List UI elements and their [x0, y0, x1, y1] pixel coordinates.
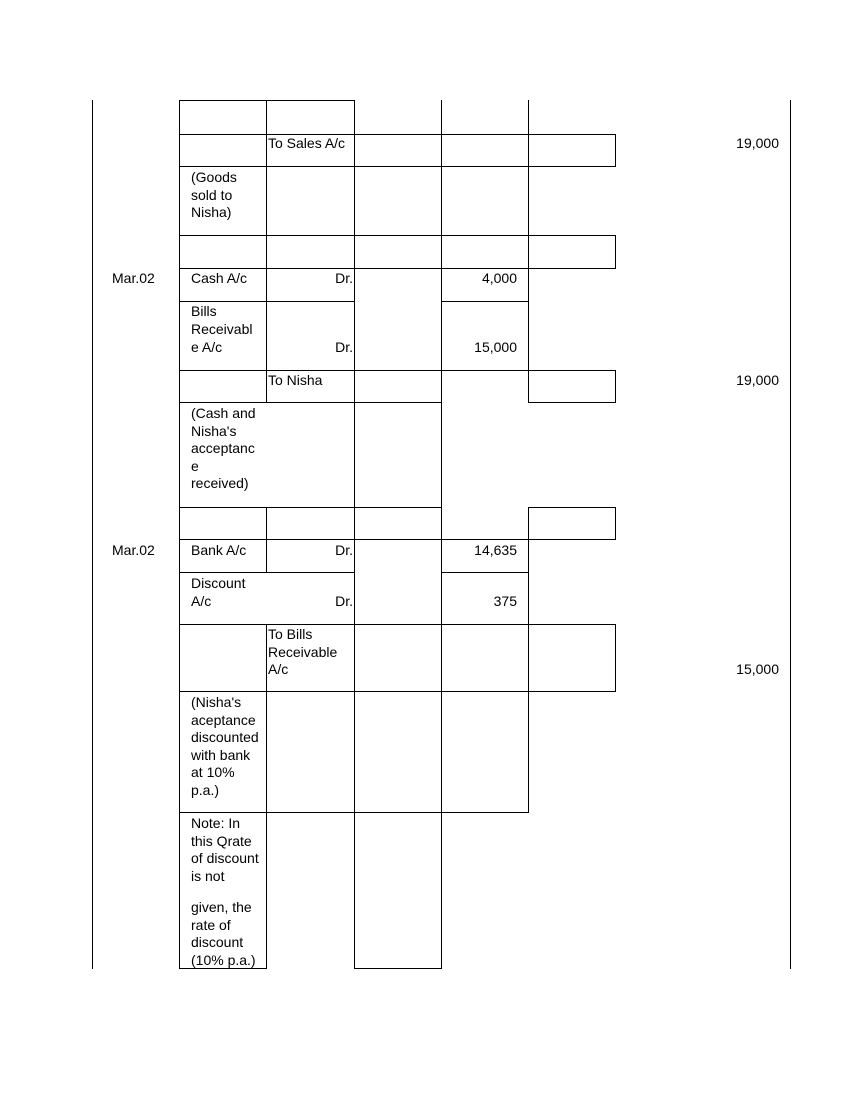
- note-line: Note: In: [191, 815, 241, 831]
- row-line: [528, 402, 616, 403]
- credit-account: To Bills: [268, 626, 313, 642]
- credit-account: Receivable: [268, 643, 338, 660]
- narration-line: received): [191, 475, 249, 491]
- credit-account: A/c: [268, 661, 289, 677]
- row-line: [179, 301, 355, 302]
- column-line: [266, 507, 267, 573]
- narration-line: sold to: [191, 186, 233, 203]
- narration-line: discounted: [191, 729, 259, 745]
- entry-date: Mar.02: [112, 270, 155, 286]
- narration-line: at 10%: [191, 764, 235, 780]
- debit-account: Bills: [191, 303, 217, 319]
- narration-line: p.a.): [191, 781, 220, 798]
- debit-account: e A/c: [191, 339, 223, 355]
- dr-label: Dr.: [335, 592, 353, 609]
- narration-line: Nisha's: [191, 422, 237, 439]
- row-line: [179, 572, 355, 573]
- note-line: given, the: [191, 899, 252, 915]
- row-line: [441, 572, 529, 573]
- narration-line: with bank: [191, 746, 251, 763]
- narration-line: e: [191, 457, 199, 474]
- row-line: [179, 100, 355, 101]
- debit-account: Bank A/c: [191, 542, 247, 558]
- narration-line: (Goods: [191, 169, 237, 185]
- note-line: (10% p.a.): [191, 951, 256, 968]
- column-line: [615, 624, 616, 692]
- row-line: [441, 301, 529, 302]
- row-line: [179, 812, 529, 813]
- outer-border-left: [92, 100, 93, 969]
- row-line: [179, 134, 616, 135]
- row-line: [528, 507, 616, 508]
- credit-account: To Nisha: [268, 372, 323, 388]
- note-line: of discount: [191, 850, 259, 866]
- note-line: discount: [191, 934, 244, 950]
- debit-amount: 14,635: [474, 542, 517, 558]
- debit-amount: 375: [493, 592, 517, 609]
- row-line: [179, 268, 616, 269]
- debit-amount: 15,000: [474, 339, 517, 355]
- row-line: [179, 402, 442, 403]
- column-line: [266, 624, 267, 969]
- debit-account: Cash A/c: [191, 270, 248, 286]
- column-line: [615, 370, 616, 403]
- row-line: [179, 691, 616, 692]
- row-line: [179, 166, 616, 167]
- row-line: [179, 235, 616, 236]
- row-line: [354, 968, 442, 969]
- narration-line: aceptance: [191, 711, 256, 728]
- entry-date: Mar.02: [112, 542, 155, 558]
- column-line: [179, 100, 180, 969]
- column-line: [266, 100, 267, 403]
- credit-amount: 19,000: [736, 135, 779, 151]
- row-line: [179, 624, 616, 625]
- debit-account: A/c: [191, 592, 212, 609]
- row-line: [179, 539, 616, 540]
- note-line: is not: [191, 867, 225, 884]
- column-line: [615, 507, 616, 540]
- column-line: [528, 507, 529, 813]
- column-line: [441, 100, 442, 969]
- row-line: [179, 370, 616, 371]
- debit-account: Discount: [191, 575, 246, 591]
- row-line: [179, 507, 442, 508]
- outer-border-right: [790, 100, 791, 969]
- credit-amount: 19,000: [736, 372, 779, 388]
- dr-label: Dr.: [335, 339, 353, 355]
- column-line: [528, 100, 529, 403]
- debit-account: Receivabl: [191, 320, 253, 337]
- column-line: [615, 236, 616, 269]
- narration-line: Nisha): [191, 204, 232, 220]
- column-line: [615, 134, 616, 167]
- narration-line: (Cash and: [191, 405, 256, 421]
- credit-account: To Sales A/c: [268, 135, 346, 151]
- narration-line: (Nisha's: [191, 694, 242, 710]
- note-line: rate of: [191, 916, 231, 933]
- debit-amount: 4,000: [481, 270, 517, 286]
- narration-line: acceptanc: [191, 440, 255, 456]
- column-line: [354, 100, 355, 969]
- dr-label: Dr.: [335, 270, 353, 286]
- dr-label: Dr.: [335, 542, 353, 558]
- note-line: this Qrate: [191, 832, 252, 849]
- credit-amount: 15,000: [736, 661, 779, 677]
